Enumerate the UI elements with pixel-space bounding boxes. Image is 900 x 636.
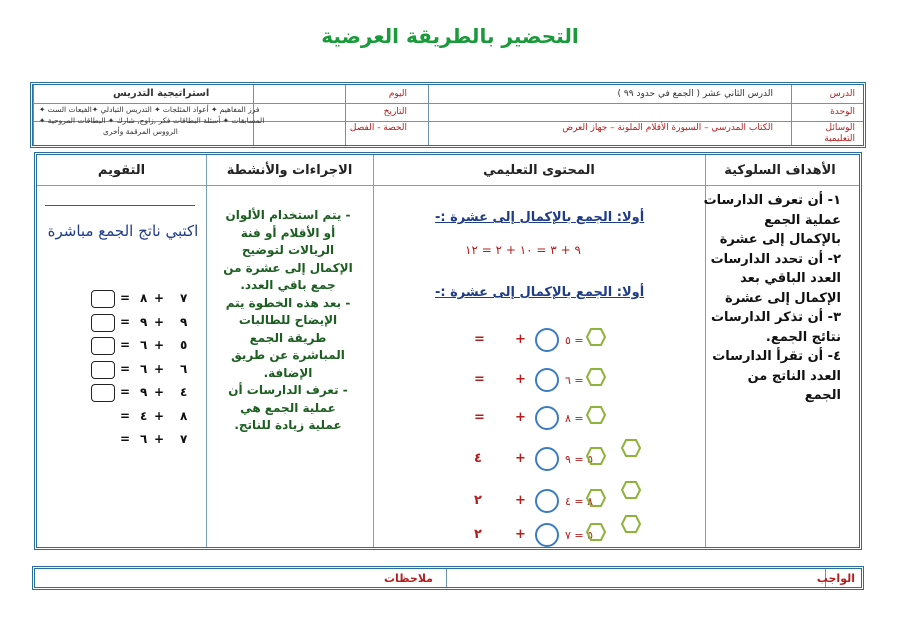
objective-line: ١- أن تعرف الدارسات — [703, 193, 841, 208]
plus-sign: + — [515, 451, 526, 466]
eval-plus: + — [154, 361, 166, 376]
content-section-2-title: أولا: الجمع بالإكمال إلى عشرة :- — [435, 285, 645, 300]
exercise-right: ٨ = ٤ — [565, 495, 594, 508]
hexagon-icon — [586, 368, 606, 386]
procedure-line: المباشرة عن طريق — [231, 348, 345, 362]
tools-label: الوسائل التعليمية — [824, 123, 855, 144]
eval-operand-a: ٨ — [180, 408, 188, 423]
objective-line: بالإكمال إلى عشرة — [719, 232, 841, 247]
eval-equals: = — [120, 314, 132, 329]
eval-equals: = — [120, 291, 132, 305]
procedure-line: عملية الجمع هي — [240, 400, 336, 415]
hexagon-icon — [586, 328, 606, 346]
content-section-1-title: أولا: الجمع بالإكمال إلى عشرة :- — [435, 210, 645, 225]
strategy-line-2: المسابقات ✦ أسئلة البطاقات فكر ,زاوج, شارك ✦ البطاقات المروحية ✦ — [39, 116, 265, 125]
eval-operand-b: ٨ — [140, 291, 148, 305]
hexagon-icon — [621, 481, 641, 499]
answer-circle — [535, 489, 559, 513]
exercise-left: = — [474, 372, 485, 387]
hexagon-icon — [621, 439, 641, 457]
unit-label: الوحدة — [830, 107, 855, 117]
eval-plus: + — [154, 291, 166, 305]
procedure-line: جمع باقي العدد. — [240, 278, 336, 292]
exercise-left: = — [474, 332, 485, 347]
eval-operand-b: ٩ — [140, 314, 148, 329]
plus-sign: + — [515, 410, 526, 425]
objective-line: الإكمال إلى عشرة — [725, 290, 841, 306]
eval-operand-b: ٦ — [140, 432, 148, 446]
header-info-box — [30, 82, 866, 148]
eval-operand-a: ٧ — [180, 291, 188, 305]
procedure-line: الإكمال إلى عشرة من — [223, 260, 353, 275]
answer-box — [91, 314, 115, 332]
objective-line: الجمع — [804, 388, 841, 403]
exercise-left: ٤ — [474, 451, 482, 466]
objective-line: نتائج الجمع. — [765, 329, 841, 345]
answer-box — [91, 384, 115, 402]
evaluation-instruction: اكتبي ناتج الجمع مباشرة — [47, 222, 199, 240]
procedure-line: عملية زيادة للناتج. — [234, 418, 342, 432]
content-header: المحتوى التعليمي — [483, 163, 595, 178]
answer-circle — [535, 368, 559, 392]
eval-equals: = — [120, 432, 132, 446]
procedure-line: الريالات لتوضيح — [241, 243, 335, 257]
answer-box — [91, 290, 115, 308]
objective-line: ٣- أن تذكر الدارسات — [710, 310, 841, 325]
exercise-left: ٢ — [474, 493, 482, 508]
eval-equals: = — [120, 338, 132, 352]
day-label: اليوم — [388, 89, 407, 99]
objective-line: ٤- أن تقرأ الدارسات — [712, 349, 841, 364]
eval-plus: + — [154, 314, 166, 329]
date-label: التاريخ — [383, 107, 407, 117]
hexagon-icon — [621, 515, 641, 533]
procedure-line: - بعد هذه الخطوة يتم — [225, 295, 351, 310]
page-title: التحضير بالطريقة العرضية — [321, 24, 579, 48]
eval-operand-b: ٦ — [140, 361, 148, 376]
eval-operand-a: ٤ — [180, 385, 188, 399]
answer-circle — [535, 447, 559, 471]
procedure-line: أو الأقلام أو فنة — [240, 225, 336, 240]
procedure-line: الإيضاح للطالبات — [238, 313, 338, 327]
objective-line: العدد الناتج من — [747, 368, 841, 384]
answer-circle — [535, 328, 559, 352]
procedure-line: طريقة الجمع — [249, 330, 327, 345]
homework-label: الواجب — [816, 572, 855, 585]
objective-line: ٢- أن تحدد الدارسات — [710, 251, 841, 267]
eval-plus: + — [154, 338, 166, 352]
objective-line: العدد الباقي بعد — [740, 271, 841, 286]
exercise-left: ٢ — [474, 527, 482, 542]
hexagon-icon — [586, 447, 606, 465]
plus-sign: + — [515, 493, 526, 508]
eval-equals: = — [120, 385, 132, 399]
exercise-right: ٨ = — [565, 412, 584, 425]
eval-equals: = — [120, 408, 132, 423]
procedure-line: - يتم استخدام الألوان — [225, 208, 351, 222]
eval-operand-b: ٩ — [140, 385, 148, 399]
strategy-label: استراتيجية التدريس — [113, 88, 210, 99]
tools-value: الكتاب المدرسي – السبورة الأقلام الملونة – جهاز العرض — [562, 123, 773, 133]
strategy-line-3: الرووس المرقمة وأخرى — [103, 127, 178, 136]
plus-sign: + — [515, 527, 526, 542]
eval-operand-a: ٧ — [180, 432, 188, 446]
hexagon-icon — [586, 489, 606, 507]
eval-plus: + — [154, 385, 166, 399]
eval-operand-b: ٦ — [140, 338, 148, 352]
hexagon-icon — [586, 523, 606, 541]
eval-plus: + — [154, 432, 166, 446]
plus-sign: + — [515, 372, 526, 387]
exercise-right: ٦ = — [565, 374, 584, 387]
exercise-right: ٥ = ٩ — [565, 453, 594, 466]
exercise-right: ٥ = ٧ — [565, 529, 594, 542]
objective-line: عملية الجمع — [764, 212, 841, 228]
answer-circle — [535, 523, 559, 547]
plus-sign: + — [515, 332, 526, 347]
eval-operand-a: ٩ — [180, 314, 188, 329]
objectives-header: الأهداف السلوكية — [724, 163, 836, 178]
hexagon-icon — [586, 406, 606, 424]
lesson-plan-table — [34, 152, 862, 550]
notes-label: ملاحظات — [384, 572, 433, 585]
eval-operand-a: ٥ — [180, 338, 188, 352]
period-label: الحصة - الفصل — [349, 123, 407, 133]
procedure-line: - تعرف الدارسات أن — [228, 383, 348, 397]
strategy-line-1: فرز المفاهيم ✦ أعواد المثلجات ✦ التدريس التبادلي ✦الفيعات الست ✦ — [39, 105, 260, 114]
exercise-left: = — [474, 410, 485, 425]
lesson-value: الدرس الثاني عشر ( الجمع في حدود ٩٩ ) — [617, 89, 773, 99]
eval-operand-b: ٤ — [140, 408, 148, 423]
content-example: ٩ + ٣ = ١٠ + ٢ = ١٢ — [465, 243, 581, 257]
eval-operand-a: ٦ — [180, 361, 188, 376]
footer-bar — [32, 566, 864, 590]
eval-equals: = — [120, 361, 132, 376]
lesson-label: الدرس — [829, 89, 855, 99]
exercise-right: ٥ = — [565, 334, 584, 347]
procedure-line: الإضافة. — [263, 365, 313, 380]
answer-box — [91, 361, 115, 379]
eval-plus: + — [154, 408, 166, 423]
answer-box — [91, 337, 115, 355]
procedures-header: الاجراءات والأنشطة — [226, 163, 353, 178]
evaluation-header: التقويم — [97, 163, 146, 178]
answer-circle — [535, 406, 559, 430]
